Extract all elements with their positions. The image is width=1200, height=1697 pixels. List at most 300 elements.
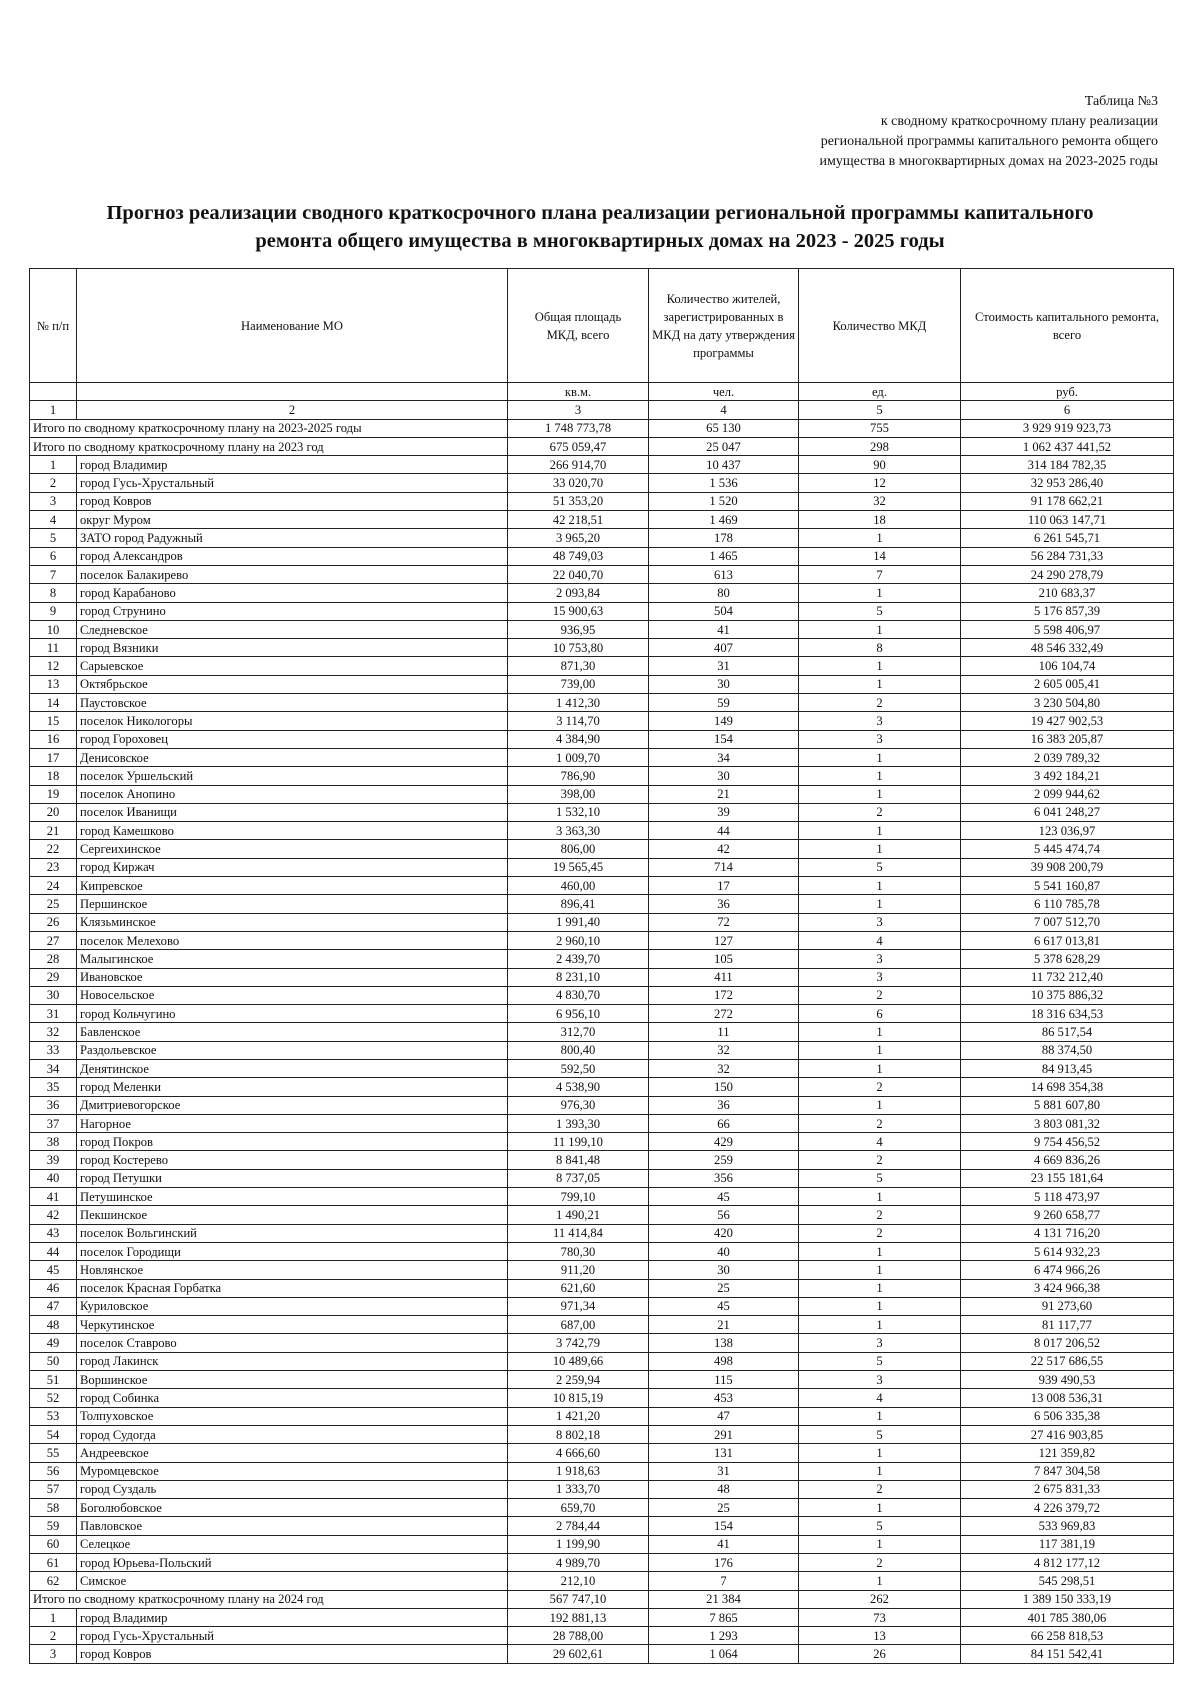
col-number: 6 — [961, 401, 1174, 419]
cell-area: 800,40 — [508, 1041, 649, 1059]
cell-cost: 5 118 473,97 — [961, 1188, 1174, 1206]
cell-cost: 48 546 332,49 — [961, 639, 1174, 657]
table-row — [30, 694, 1174, 712]
cell-count: 5 — [799, 1352, 961, 1370]
col-number: 3 — [508, 401, 649, 419]
cell-name: город Александров — [77, 547, 508, 565]
cell-cost: 939 490,53 — [961, 1371, 1174, 1389]
cell-residents: 154 — [649, 730, 799, 748]
cell-area: 460,00 — [508, 877, 649, 895]
cell-area: 592,50 — [508, 1059, 649, 1077]
cell-num: 1 — [30, 1608, 77, 1626]
table-row — [30, 1133, 1174, 1151]
cell-name: Симское — [77, 1572, 508, 1590]
cell-area: 687,00 — [508, 1316, 649, 1334]
cell-count: 1 — [799, 620, 961, 638]
cell-residents: 72 — [649, 913, 799, 931]
total-residents: 21 384 — [649, 1590, 799, 1608]
cell-area: 2 439,70 — [508, 950, 649, 968]
cell-count: 2 — [799, 986, 961, 1004]
cell-num: 3 — [30, 492, 77, 510]
cell-count: 1 — [799, 1407, 961, 1425]
cell-num: 3 — [30, 1645, 77, 1663]
cell-cost: 3 424 966,38 — [961, 1279, 1174, 1297]
cell-area: 4 666,60 — [508, 1444, 649, 1462]
cell-num: 48 — [30, 1316, 77, 1334]
cell-num: 62 — [30, 1572, 77, 1590]
cell-name: город Ковров — [77, 492, 508, 510]
cell-num: 45 — [30, 1261, 77, 1279]
table-row — [30, 1316, 1174, 1334]
cell-residents: 138 — [649, 1334, 799, 1352]
cell-count: 3 — [799, 950, 961, 968]
cell-name: город Меленки — [77, 1078, 508, 1096]
cell-cost: 6 617 013,81 — [961, 931, 1174, 949]
table-row — [30, 565, 1174, 583]
cell-cost: 5 881 607,80 — [961, 1096, 1174, 1114]
cell-count: 1 — [799, 895, 961, 913]
cell-name: Ивановское — [77, 968, 508, 986]
cell-area: 3 742,79 — [508, 1334, 649, 1352]
total-all-cost: 3 929 919 923,73 — [961, 419, 1174, 437]
cell-residents: 172 — [649, 986, 799, 1004]
cell-num: 58 — [30, 1499, 77, 1517]
cell-residents: 41 — [649, 620, 799, 638]
cell-residents: 30 — [649, 675, 799, 693]
document-title — [30, 199, 1170, 255]
total-all-residents: 65 130 — [649, 419, 799, 437]
cell-count: 3 — [799, 968, 961, 986]
cell-name: Пекшинское — [77, 1206, 508, 1224]
cell-cost: 14 698 354,38 — [961, 1078, 1174, 1096]
table-row — [30, 840, 1174, 858]
cell-name: город Киржач — [77, 858, 508, 876]
table-row — [30, 822, 1174, 840]
cell-num: 17 — [30, 748, 77, 766]
cell-area: 10 815,19 — [508, 1389, 649, 1407]
cell-cost: 27 416 903,85 — [961, 1425, 1174, 1443]
table-row — [30, 931, 1174, 949]
table-row — [30, 1224, 1174, 1242]
cell-residents: 80 — [649, 584, 799, 602]
cell-area: 1 918,63 — [508, 1462, 649, 1480]
cell-residents: 176 — [649, 1554, 799, 1572]
cell-num: 15 — [30, 712, 77, 730]
table-row — [30, 803, 1174, 821]
cell-count: 2 — [799, 803, 961, 821]
cell-name: округ Муром — [77, 511, 508, 529]
cell-cost: 4 812 177,12 — [961, 1554, 1174, 1572]
cell-count: 1 — [799, 1316, 961, 1334]
cell-residents: 1 465 — [649, 547, 799, 565]
total-all-area: 1 748 773,78 — [508, 419, 649, 437]
cell-count: 2 — [799, 1151, 961, 1169]
cell-residents: 407 — [649, 639, 799, 657]
cell-num: 23 — [30, 858, 77, 876]
cell-area: 1 421,20 — [508, 1407, 649, 1425]
table-row — [30, 1499, 1174, 1517]
cell-count: 1 — [799, 877, 961, 895]
cell-residents: 131 — [649, 1444, 799, 1462]
cell-cost: 117 381,19 — [961, 1535, 1174, 1553]
table-row — [30, 730, 1174, 748]
header-residents: Количество жителей, зарегистрированных в МКД на дату утверждения программы — [649, 269, 799, 383]
cell-area: 896,41 — [508, 895, 649, 913]
cell-name: город Карабаново — [77, 584, 508, 602]
cell-name: город Струнино — [77, 602, 508, 620]
cell-residents: 613 — [649, 565, 799, 583]
unit-residents: чел. — [649, 383, 799, 401]
cell-num: 37 — [30, 1114, 77, 1132]
cell-residents: 453 — [649, 1389, 799, 1407]
header-row — [30, 269, 1174, 383]
cell-name: Раздольевское — [77, 1041, 508, 1059]
cell-num: 10 — [30, 620, 77, 638]
cell-name: Нагорное — [77, 1114, 508, 1132]
cell-num: 13 — [30, 675, 77, 693]
cell-count: 2 — [799, 1114, 961, 1132]
cell-residents: 429 — [649, 1133, 799, 1151]
cell-residents: 178 — [649, 529, 799, 547]
cell-cost: 4 131 716,20 — [961, 1224, 1174, 1242]
cell-name: город Собинка — [77, 1389, 508, 1407]
cell-cost: 2 605 005,41 — [961, 675, 1174, 693]
appendix-line-1: Таблица №3 — [1084, 94, 1158, 109]
table-row — [30, 492, 1174, 510]
cell-cost: 3 492 184,21 — [961, 767, 1174, 785]
cell-count: 3 — [799, 1371, 961, 1389]
cell-count: 3 — [799, 913, 961, 931]
cell-area: 42 218,51 — [508, 511, 649, 529]
appendix-line-4: имущества в многоквартирных домах на 2023-2025 годы — [819, 154, 1158, 169]
cell-cost: 86 517,54 — [961, 1023, 1174, 1041]
cell-count: 1 — [799, 1096, 961, 1114]
table-row — [30, 1023, 1174, 1041]
cell-area: 4 989,70 — [508, 1554, 649, 1572]
cell-num: 22 — [30, 840, 77, 858]
cell-cost: 3 230 504,80 — [961, 694, 1174, 712]
cell-area: 51 353,20 — [508, 492, 649, 510]
title-line-1: Прогноз реализации сводного краткосрочного плана реализации региональной программы капитального — [106, 202, 1094, 224]
cell-cost: 5 378 628,29 — [961, 950, 1174, 968]
cell-count: 1 — [799, 1023, 961, 1041]
cell-name: Павловское — [77, 1517, 508, 1535]
cell-residents: 42 — [649, 840, 799, 858]
cell-area: 786,90 — [508, 767, 649, 785]
table-row — [30, 950, 1174, 968]
cell-num: 34 — [30, 1059, 77, 1077]
cell-name: поселок Вольгинский — [77, 1224, 508, 1242]
cell-num: 24 — [30, 877, 77, 895]
cell-name: Денятинское — [77, 1059, 508, 1077]
total-all-count: 755 — [799, 419, 961, 437]
cell-name: Сергеихинское — [77, 840, 508, 858]
cell-cost: 39 908 200,79 — [961, 858, 1174, 876]
cell-area: 4 384,90 — [508, 730, 649, 748]
cell-name: город Кольчугино — [77, 1005, 508, 1023]
table-row — [30, 1352, 1174, 1370]
cell-area: 659,70 — [508, 1499, 649, 1517]
cell-name: поселок Городищи — [77, 1242, 508, 1260]
table-row — [30, 1627, 1174, 1645]
cell-area: 1 532,10 — [508, 803, 649, 821]
total-2023-area: 675 059,47 — [508, 437, 649, 455]
cell-area: 192 881,13 — [508, 1608, 649, 1626]
cell-num: 11 — [30, 639, 77, 657]
cell-count: 7 — [799, 565, 961, 583]
cell-area: 10 753,80 — [508, 639, 649, 657]
cell-cost: 121 359,82 — [961, 1444, 1174, 1462]
cell-area: 8 737,05 — [508, 1169, 649, 1187]
cell-cost: 210 683,37 — [961, 584, 1174, 602]
cell-area: 2 960,10 — [508, 931, 649, 949]
total-count: 262 — [799, 1590, 961, 1608]
cell-count: 1 — [799, 1499, 961, 1517]
cell-area: 971,34 — [508, 1297, 649, 1315]
cell-count: 1 — [799, 1059, 961, 1077]
cell-num: 32 — [30, 1023, 77, 1041]
total-2023-residents: 25 047 — [649, 437, 799, 455]
cell-name: город Гороховец — [77, 730, 508, 748]
cell-name: поселок Мелехово — [77, 931, 508, 949]
cell-cost: 16 383 205,87 — [961, 730, 1174, 748]
cell-count: 1 — [799, 1188, 961, 1206]
cell-area: 1 991,40 — [508, 913, 649, 931]
title-line-2: ремонта общего имущества в многоквартирных домах на 2023 - 2025 годы — [255, 230, 945, 252]
table-row — [30, 712, 1174, 730]
cell-num: 52 — [30, 1389, 77, 1407]
cell-area: 11 199,10 — [508, 1133, 649, 1151]
cell-residents: 31 — [649, 657, 799, 675]
cell-cost: 5 176 857,39 — [961, 602, 1174, 620]
cell-area: 780,30 — [508, 1242, 649, 1260]
cell-cost: 81 117,77 — [961, 1316, 1174, 1334]
table-row — [30, 748, 1174, 766]
table-row — [30, 1334, 1174, 1352]
cell-residents: 259 — [649, 1151, 799, 1169]
cell-num: 27 — [30, 931, 77, 949]
cell-count: 5 — [799, 858, 961, 876]
cell-name: поселок Анопино — [77, 785, 508, 803]
table-row — [30, 1554, 1174, 1572]
cell-num: 8 — [30, 584, 77, 602]
cell-cost: 84 151 542,41 — [961, 1645, 1174, 1663]
cell-cost: 6 110 785,78 — [961, 895, 1174, 913]
cell-name: поселок Красная Горбатка — [77, 1279, 508, 1297]
cell-area: 4 830,70 — [508, 986, 649, 1004]
cell-residents: 356 — [649, 1169, 799, 1187]
cell-area: 739,00 — [508, 675, 649, 693]
cell-area: 936,95 — [508, 620, 649, 638]
cell-area: 2 784,44 — [508, 1517, 649, 1535]
col-number: 5 — [799, 401, 961, 419]
cell-num: 53 — [30, 1407, 77, 1425]
cell-count: 1 — [799, 1279, 961, 1297]
cell-residents: 48 — [649, 1480, 799, 1498]
cell-count: 1 — [799, 657, 961, 675]
cell-name: Дмитриевогорское — [77, 1096, 508, 1114]
unit-name — [77, 383, 508, 401]
cell-cost: 533 969,83 — [961, 1517, 1174, 1535]
table-row — [30, 1096, 1174, 1114]
cell-cost: 6 261 545,71 — [961, 529, 1174, 547]
cell-cost: 9 754 456,52 — [961, 1133, 1174, 1151]
cell-area: 28 788,00 — [508, 1627, 649, 1645]
cell-count: 1 — [799, 1041, 961, 1059]
cell-area: 398,00 — [508, 785, 649, 803]
cell-cost: 32 953 286,40 — [961, 474, 1174, 492]
total-2023-row — [30, 437, 1174, 455]
cell-name: Селецкое — [77, 1535, 508, 1553]
unit-cost: руб. — [961, 383, 1174, 401]
cell-num: 2 — [30, 1627, 77, 1645]
cell-residents: 34 — [649, 748, 799, 766]
table-row — [30, 1078, 1174, 1096]
cell-cost: 22 517 686,55 — [961, 1352, 1174, 1370]
cell-residents: 30 — [649, 767, 799, 785]
cell-cost: 314 184 782,35 — [961, 456, 1174, 474]
cell-num: 60 — [30, 1535, 77, 1553]
cell-cost: 4 226 379,72 — [961, 1499, 1174, 1517]
cell-count: 1 — [799, 1242, 961, 1260]
cell-area: 11 414,84 — [508, 1224, 649, 1242]
table-row — [30, 1188, 1174, 1206]
cell-num: 57 — [30, 1480, 77, 1498]
cell-residents: 10 437 — [649, 456, 799, 474]
cell-cost: 2 099 944,62 — [961, 785, 1174, 803]
cell-num: 35 — [30, 1078, 77, 1096]
cell-count: 73 — [799, 1608, 961, 1626]
cell-cost: 7 847 304,58 — [961, 1462, 1174, 1480]
cell-area: 15 900,63 — [508, 602, 649, 620]
cell-count: 1 — [799, 822, 961, 840]
cell-cost: 11 732 212,40 — [961, 968, 1174, 986]
cell-area: 1 199,90 — [508, 1535, 649, 1553]
cell-count: 32 — [799, 492, 961, 510]
cell-name: поселок Уршельский — [77, 767, 508, 785]
cell-num: 59 — [30, 1517, 77, 1535]
header-count: Количество МКД — [799, 269, 961, 383]
cell-area: 1 393,30 — [508, 1114, 649, 1132]
cell-area: 212,10 — [508, 1572, 649, 1590]
cell-name: город Петушки — [77, 1169, 508, 1187]
cell-num: 21 — [30, 822, 77, 840]
cell-residents: 1 293 — [649, 1627, 799, 1645]
cell-num: 9 — [30, 602, 77, 620]
cell-num: 36 — [30, 1096, 77, 1114]
cell-count: 2 — [799, 1224, 961, 1242]
table-row — [30, 584, 1174, 602]
cell-area: 1 412,30 — [508, 694, 649, 712]
cell-residents: 25 — [649, 1279, 799, 1297]
cell-residents: 420 — [649, 1224, 799, 1242]
table-row — [30, 1114, 1174, 1132]
cell-cost: 123 036,97 — [961, 822, 1174, 840]
cell-count: 1 — [799, 1535, 961, 1553]
cell-area: 8 841,48 — [508, 1151, 649, 1169]
cell-count: 3 — [799, 712, 961, 730]
cell-residents: 291 — [649, 1425, 799, 1443]
cell-residents: 714 — [649, 858, 799, 876]
cell-area: 48 749,03 — [508, 547, 649, 565]
cell-residents: 1 536 — [649, 474, 799, 492]
cell-area: 312,70 — [508, 1023, 649, 1041]
cell-count: 1 — [799, 584, 961, 602]
cell-residents: 411 — [649, 968, 799, 986]
header-cost: Стоимость капитального ремонта, всего — [961, 269, 1174, 383]
cell-num: 50 — [30, 1352, 77, 1370]
cell-name: ЗАТО город Радужный — [77, 529, 508, 547]
cell-area: 799,10 — [508, 1188, 649, 1206]
cell-name: город Камешково — [77, 822, 508, 840]
cell-residents: 7 — [649, 1572, 799, 1590]
header-name: Наименование МО — [77, 269, 508, 383]
table-row — [30, 1169, 1174, 1187]
table-row — [30, 1059, 1174, 1077]
cell-residents: 21 — [649, 785, 799, 803]
cell-area: 976,30 — [508, 1096, 649, 1114]
cell-residents: 45 — [649, 1297, 799, 1315]
cell-area: 6 956,10 — [508, 1005, 649, 1023]
cell-residents: 25 — [649, 1499, 799, 1517]
cell-name: Сарыевское — [77, 657, 508, 675]
cell-name: город Судогда — [77, 1425, 508, 1443]
cell-count: 6 — [799, 1005, 961, 1023]
table-row — [30, 913, 1174, 931]
cell-area: 1 009,70 — [508, 748, 649, 766]
table-row — [30, 1535, 1174, 1553]
cell-cost: 106 104,74 — [961, 657, 1174, 675]
cell-area: 29 602,61 — [508, 1645, 649, 1663]
cell-count: 2 — [799, 1078, 961, 1096]
cell-cost: 24 290 278,79 — [961, 565, 1174, 583]
cell-count: 5 — [799, 1517, 961, 1535]
cell-count: 14 — [799, 547, 961, 565]
total-label: Итого по сводному краткосрочному плану на 2024 год — [30, 1590, 508, 1608]
cell-cost: 110 063 147,71 — [961, 511, 1174, 529]
cell-residents: 17 — [649, 877, 799, 895]
cell-residents: 272 — [649, 1005, 799, 1023]
cell-area: 8 802,18 — [508, 1425, 649, 1443]
column-numbers-row — [30, 401, 1174, 419]
cell-count: 1 — [799, 529, 961, 547]
col-number: 4 — [649, 401, 799, 419]
table-row — [30, 1206, 1174, 1224]
cell-name: Паустовское — [77, 694, 508, 712]
cell-name: Боголюбовское — [77, 1499, 508, 1517]
cell-count: 2 — [799, 1554, 961, 1572]
table-row — [30, 858, 1174, 876]
cell-num: 30 — [30, 986, 77, 1004]
table-row — [30, 1572, 1174, 1590]
cell-count: 4 — [799, 1133, 961, 1151]
table-row — [30, 767, 1174, 785]
cell-name: поселок Иванищи — [77, 803, 508, 821]
cell-count: 1 — [799, 767, 961, 785]
cell-name: город Костерево — [77, 1151, 508, 1169]
cell-residents: 36 — [649, 1096, 799, 1114]
table-row — [30, 639, 1174, 657]
table-row — [30, 1242, 1174, 1260]
cell-residents: 41 — [649, 1535, 799, 1553]
cell-residents: 31 — [649, 1462, 799, 1480]
total-all-label: Итого по сводному краткосрочному плану на 2023-2025 годы — [30, 419, 508, 437]
cell-num: 55 — [30, 1444, 77, 1462]
cell-num: 47 — [30, 1297, 77, 1315]
table-row — [30, 1297, 1174, 1315]
cell-num: 42 — [30, 1206, 77, 1224]
cell-residents: 32 — [649, 1041, 799, 1059]
